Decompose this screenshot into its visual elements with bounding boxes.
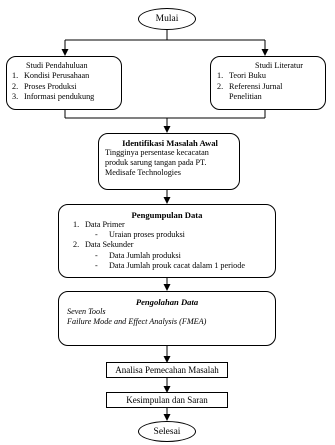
pengolahan-line-1: Seven Tools bbox=[67, 307, 106, 316]
start-oval bbox=[138, 8, 196, 30]
studi-literatur-list bbox=[217, 71, 325, 102]
data-primer-label: 1. Data Primer bbox=[73, 220, 125, 229]
identifikasi-line-2: produk sarung tangan pada PT. bbox=[105, 158, 207, 168]
studi-literatur-title: Studi Literatur bbox=[255, 61, 303, 70]
list-item: 1. Kondisi Perusahaan bbox=[12, 71, 90, 81]
end-oval bbox=[138, 421, 196, 442]
list-item: - Data Jumlah produksi bbox=[95, 250, 181, 260]
studi-pendahuluan-list bbox=[12, 71, 121, 102]
list-item: - Data Jumlah prouk cacat dalam 1 periode bbox=[95, 260, 245, 270]
identifikasi-line-1: Tingginya persentase kecacatan bbox=[105, 148, 209, 157]
list-item: 2. Proses Produksi bbox=[12, 81, 77, 91]
list-item: Penelitian bbox=[229, 91, 262, 101]
identifikasi-box bbox=[98, 133, 240, 190]
list-item: 2. Referensi Jurnal bbox=[217, 81, 283, 91]
list-item: 1. Teori Buku bbox=[217, 71, 266, 81]
studi-literatur-box bbox=[210, 56, 326, 110]
studi-pendahuluan-title: Studi Pendahuluan bbox=[26, 61, 88, 70]
studi-pendahuluan-box bbox=[6, 56, 122, 110]
data-sekunder-label: 2. Data Sekunder bbox=[73, 240, 134, 250]
end-label: Selesai bbox=[153, 426, 181, 437]
identifikasi-title: Identifikasi Masalah Awal bbox=[122, 138, 218, 148]
pengolahan-line-2: Failure Mode and Effect Analysis (FMEA) bbox=[67, 317, 207, 327]
pengolahan-title: Pengolahan Data bbox=[135, 297, 199, 307]
start-label: Mulai bbox=[155, 14, 179, 24]
identifikasi-line-3: Medisafe Technologies bbox=[105, 168, 181, 178]
pengolahan-box bbox=[58, 291, 276, 346]
kesimpulan-label: Kesimpulan dan Saran bbox=[126, 395, 208, 405]
kesimpulan-box bbox=[106, 392, 228, 408]
pengumpulan-box bbox=[58, 204, 276, 278]
list-item: 3. Informasi pendukung bbox=[12, 91, 95, 101]
list-item: - Uraian proses produksi bbox=[95, 230, 185, 240]
analisa-label: Analisa Pemecahan Masalah bbox=[115, 365, 219, 375]
pengumpulan-title: Pengumpulan Data bbox=[131, 210, 203, 220]
analisa-box bbox=[106, 362, 228, 378]
